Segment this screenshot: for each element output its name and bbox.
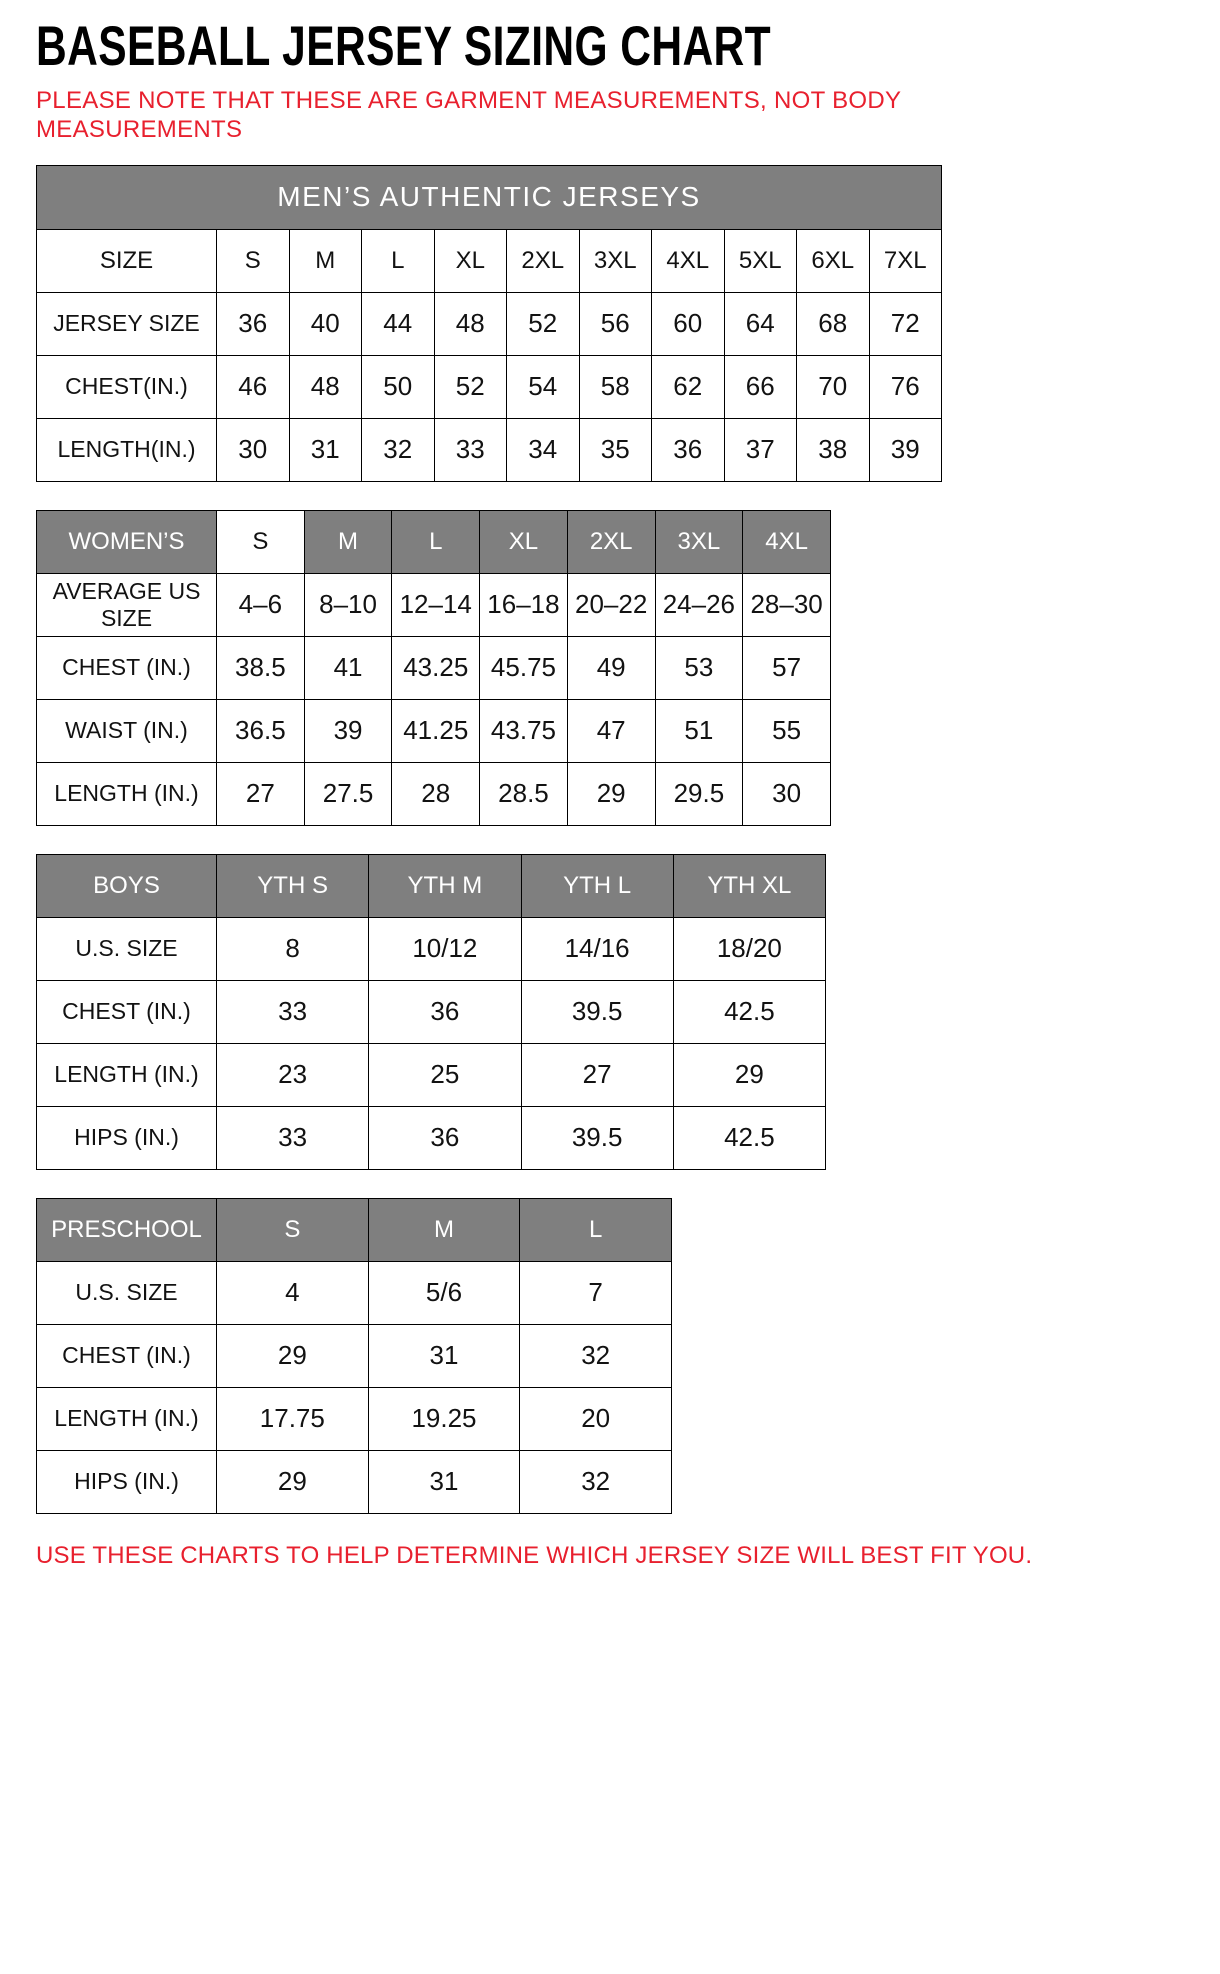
mens-value-cell: 76 bbox=[869, 355, 942, 418]
mens-value-cell: 64 bbox=[724, 292, 797, 355]
mens-value-cell: 70 bbox=[797, 355, 870, 418]
preschool-data-row bbox=[37, 1324, 672, 1387]
boys-data-row bbox=[37, 1043, 826, 1106]
womens-value-cell: 29.5 bbox=[655, 762, 743, 825]
boys-col-header-yth-l: YTH L bbox=[521, 854, 673, 917]
boys-sizing-table bbox=[36, 854, 826, 1170]
womens-value-cell: 27.5 bbox=[304, 762, 392, 825]
preschool-value-cell: 7 bbox=[520, 1261, 672, 1324]
boys-header-row bbox=[37, 854, 826, 917]
boys-row-label: CHEST (IN.) bbox=[37, 980, 217, 1043]
preschool-data-row bbox=[37, 1450, 672, 1513]
mens-value-cell: 32 bbox=[362, 418, 435, 481]
boys-value-cell: 42.5 bbox=[673, 980, 825, 1043]
womens-value-cell: 57 bbox=[743, 636, 831, 699]
preschool-col-header-l: L bbox=[520, 1198, 672, 1261]
womens-value-cell: 43.25 bbox=[392, 636, 480, 699]
womens-value-cell: 28–30 bbox=[743, 573, 831, 636]
womens-value-cell: 49 bbox=[567, 636, 655, 699]
womens-value-cell: 16–18 bbox=[480, 573, 568, 636]
preschool-value-cell: 4 bbox=[217, 1261, 369, 1324]
preschool-row-label: CHEST (IN.) bbox=[37, 1324, 217, 1387]
womens-value-cell: 28.5 bbox=[480, 762, 568, 825]
womens-value-cell: 27 bbox=[217, 762, 305, 825]
boys-value-cell: 29 bbox=[673, 1043, 825, 1106]
boys-value-cell: 42.5 bbox=[673, 1106, 825, 1169]
womens-value-cell: 8–10 bbox=[304, 573, 392, 636]
boys-value-cell: 36 bbox=[369, 1106, 521, 1169]
womens-value-cell: 53 bbox=[655, 636, 743, 699]
garment-measurements-note: PLEASE NOTE THAT THESE ARE GARMENT MEASUREMENTS, NOT BODY MEASUREMENTS bbox=[36, 87, 901, 144]
preschool-value-cell: 5/6 bbox=[368, 1261, 520, 1324]
mens-value-cell: 33 bbox=[434, 418, 507, 481]
boys-value-cell: 10/12 bbox=[369, 917, 521, 980]
womens-col-header-3xl: 3XL bbox=[655, 510, 743, 573]
womens-value-cell: 30 bbox=[743, 762, 831, 825]
mens-value-cell: 44 bbox=[362, 292, 435, 355]
mens-value-cell: 36 bbox=[652, 418, 725, 481]
boys-value-cell: 18/20 bbox=[673, 917, 825, 980]
boys-value-cell: 39.5 bbox=[521, 980, 673, 1043]
preschool-col-header-m: M bbox=[368, 1198, 520, 1261]
womens-value-cell: 38.5 bbox=[217, 636, 305, 699]
mens-value-cell: 50 bbox=[362, 355, 435, 418]
boys-data-row bbox=[37, 980, 826, 1043]
womens-header-label: WOMEN’S bbox=[37, 510, 217, 573]
womens-value-cell: 24–26 bbox=[655, 573, 743, 636]
womens-col-header-xl: XL bbox=[480, 510, 568, 573]
page-title: BASEBALL JERSEY SIZING CHART bbox=[36, 14, 772, 77]
womens-sizing-table bbox=[36, 510, 831, 826]
preschool-value-cell: 29 bbox=[217, 1450, 369, 1513]
mens-value-cell: 37 bbox=[724, 418, 797, 481]
mens-col-header-xl: XL bbox=[434, 229, 507, 292]
mens-value-cell: 60 bbox=[652, 292, 725, 355]
mens-row-label: LENGTH(IN.) bbox=[37, 418, 217, 481]
womens-header-row bbox=[37, 510, 831, 573]
boys-col-header-yth-xl: YTH XL bbox=[673, 854, 825, 917]
preschool-value-cell: 31 bbox=[368, 1324, 520, 1387]
preschool-row-label: U.S. SIZE bbox=[37, 1261, 217, 1324]
boys-data-row bbox=[37, 1106, 826, 1169]
mens-col-header-2xl: 2XL bbox=[507, 229, 580, 292]
boys-value-cell: 27 bbox=[521, 1043, 673, 1106]
boys-value-cell: 25 bbox=[369, 1043, 521, 1106]
mens-value-cell: 31 bbox=[289, 418, 362, 481]
mens-value-cell: 48 bbox=[289, 355, 362, 418]
preschool-value-cell: 17.75 bbox=[217, 1387, 369, 1450]
preschool-header-label: PRESCHOOL bbox=[37, 1198, 217, 1261]
mens-value-cell: 36 bbox=[217, 292, 290, 355]
mens-col-header-s: S bbox=[217, 229, 290, 292]
boys-value-cell: 36 bbox=[369, 980, 521, 1043]
boys-col-header-yth-s: YTH S bbox=[217, 854, 369, 917]
mens-value-cell: 54 bbox=[507, 355, 580, 418]
mens-value-cell: 40 bbox=[289, 292, 362, 355]
mens-value-cell: 34 bbox=[507, 418, 580, 481]
boys-value-cell: 8 bbox=[217, 917, 369, 980]
boys-row-label: U.S. SIZE bbox=[37, 917, 217, 980]
womens-value-cell: 29 bbox=[567, 762, 655, 825]
womens-value-cell: 28 bbox=[392, 762, 480, 825]
mens-authentic-jerseys-table bbox=[36, 165, 942, 482]
boys-value-cell: 33 bbox=[217, 1106, 369, 1169]
mens-data-row bbox=[37, 292, 942, 355]
boys-value-cell: 14/16 bbox=[521, 917, 673, 980]
mens-value-cell: 52 bbox=[434, 355, 507, 418]
mens-value-cell: 35 bbox=[579, 418, 652, 481]
womens-row-label: LENGTH (IN.) bbox=[37, 762, 217, 825]
womens-value-cell: 43.75 bbox=[480, 699, 568, 762]
mens-col-header-4xl: 4XL bbox=[652, 229, 725, 292]
mens-value-cell: 56 bbox=[579, 292, 652, 355]
mens-col-header-m: M bbox=[289, 229, 362, 292]
womens-col-header-2xl: 2XL bbox=[567, 510, 655, 573]
boys-value-cell: 23 bbox=[217, 1043, 369, 1106]
preschool-row-label: HIPS (IN.) bbox=[37, 1450, 217, 1513]
mens-col-header-3xl: 3XL bbox=[579, 229, 652, 292]
womens-col-header-l: L bbox=[392, 510, 480, 573]
mens-value-cell: 68 bbox=[797, 292, 870, 355]
mens-col-header-5xl: 5XL bbox=[724, 229, 797, 292]
womens-value-cell: 55 bbox=[743, 699, 831, 762]
womens-col-header-4xl: 4XL bbox=[743, 510, 831, 573]
preschool-col-header-s: S bbox=[217, 1198, 369, 1261]
womens-data-row bbox=[37, 573, 831, 636]
mens-data-row bbox=[37, 355, 942, 418]
mens-header-label: SIZE bbox=[37, 229, 217, 292]
mens-col-header-l: L bbox=[362, 229, 435, 292]
boys-header-label: BOYS bbox=[37, 854, 217, 917]
womens-row-label: CHEST (IN.) bbox=[37, 636, 217, 699]
preschool-value-cell: 32 bbox=[520, 1324, 672, 1387]
preschool-header-row bbox=[37, 1198, 672, 1261]
womens-value-cell: 47 bbox=[567, 699, 655, 762]
preschool-value-cell: 29 bbox=[217, 1324, 369, 1387]
mens-value-cell: 30 bbox=[217, 418, 290, 481]
boys-value-cell: 33 bbox=[217, 980, 369, 1043]
womens-value-cell: 39 bbox=[304, 699, 392, 762]
mens-value-cell: 38 bbox=[797, 418, 870, 481]
preschool-data-row bbox=[37, 1387, 672, 1450]
womens-value-cell: 51 bbox=[655, 699, 743, 762]
mens-col-header-7xl: 7XL bbox=[869, 229, 942, 292]
mens-banner-row bbox=[37, 165, 942, 229]
womens-row-label: AVERAGE US SIZE bbox=[37, 573, 217, 636]
boys-row-label: HIPS (IN.) bbox=[37, 1106, 217, 1169]
boys-col-header-yth-m: YTH M bbox=[369, 854, 521, 917]
womens-row-label: WAIST (IN.) bbox=[37, 699, 217, 762]
mens-row-label: CHEST(IN.) bbox=[37, 355, 217, 418]
preschool-data-row bbox=[37, 1261, 672, 1324]
mens-value-cell: 46 bbox=[217, 355, 290, 418]
mens-banner-title: MEN’S AUTHENTIC JERSEYS bbox=[37, 165, 942, 229]
preschool-value-cell: 20 bbox=[520, 1387, 672, 1450]
womens-data-row bbox=[37, 762, 831, 825]
mens-value-cell: 39 bbox=[869, 418, 942, 481]
mens-col-header-6xl: 6XL bbox=[797, 229, 870, 292]
boys-data-row bbox=[37, 917, 826, 980]
mens-value-cell: 58 bbox=[579, 355, 652, 418]
womens-value-cell: 45.75 bbox=[480, 636, 568, 699]
mens-value-cell: 52 bbox=[507, 292, 580, 355]
mens-row-label: JERSEY SIZE bbox=[37, 292, 217, 355]
mens-value-cell: 72 bbox=[869, 292, 942, 355]
footer-note: USE THESE CHARTS TO HELP DETERMINE WHICH JERSEY SIZE WILL BEST FIT YOU. bbox=[36, 1541, 1033, 1569]
mens-header-row bbox=[37, 229, 942, 292]
womens-value-cell: 4–6 bbox=[217, 573, 305, 636]
preschool-value-cell: 31 bbox=[368, 1450, 520, 1513]
womens-value-cell: 41 bbox=[304, 636, 392, 699]
womens-col-header-s: S bbox=[217, 510, 305, 573]
boys-row-label: LENGTH (IN.) bbox=[37, 1043, 217, 1106]
mens-value-cell: 62 bbox=[652, 355, 725, 418]
womens-data-row bbox=[37, 636, 831, 699]
mens-data-row bbox=[37, 418, 942, 481]
preschool-value-cell: 32 bbox=[520, 1450, 672, 1513]
womens-col-header-m: M bbox=[304, 510, 392, 573]
mens-value-cell: 66 bbox=[724, 355, 797, 418]
womens-value-cell: 20–22 bbox=[567, 573, 655, 636]
womens-value-cell: 12–14 bbox=[392, 573, 480, 636]
womens-value-cell: 41.25 bbox=[392, 699, 480, 762]
preschool-row-label: LENGTH (IN.) bbox=[37, 1387, 217, 1450]
preschool-sizing-table bbox=[36, 1198, 672, 1514]
mens-value-cell: 48 bbox=[434, 292, 507, 355]
womens-value-cell: 36.5 bbox=[217, 699, 305, 762]
preschool-value-cell: 19.25 bbox=[368, 1387, 520, 1450]
boys-value-cell: 39.5 bbox=[521, 1106, 673, 1169]
womens-data-row bbox=[37, 699, 831, 762]
